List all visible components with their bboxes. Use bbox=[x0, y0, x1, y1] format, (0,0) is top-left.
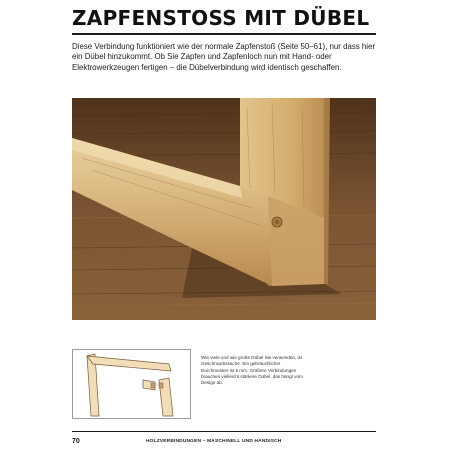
title-rule bbox=[72, 33, 376, 35]
footer-rule bbox=[72, 431, 376, 432]
page-title: ZAPFENSTOSS MIT DÜBEL bbox=[72, 6, 370, 30]
joint-photo bbox=[72, 98, 376, 320]
running-footer-title: HOLZVERBINDUNGEN – MASCHINELL UND HÄNDISCH bbox=[146, 439, 282, 444]
joint-diagram bbox=[72, 349, 191, 419]
diagram-caption: Wie viele und wie große Dübel Sie verwenden, ist Geschmackssache. Ein gebräuchlicher Durchmesser ist 6 mm. Größere Verbindungen brauchen vielleicht stärkere Dübel, das hängt vom Design ab. bbox=[201, 355, 303, 386]
intro-paragraph: Diese Verbindung funktioniert wie der normale Zapfenstoß (Seite 50–61), nur dass hier ein Dübel hinzukommt. Ob Sie Zapfen und Zapfenloch nun mit Hand- oder Elektrowerkzeugen fertigen – die Dübelverbindung wird identisch geschaffen. bbox=[72, 42, 376, 72]
joint-photo-illustration bbox=[72, 98, 376, 320]
frame-diagram-illustration bbox=[73, 350, 190, 418]
page-number: 70 bbox=[72, 438, 80, 445]
